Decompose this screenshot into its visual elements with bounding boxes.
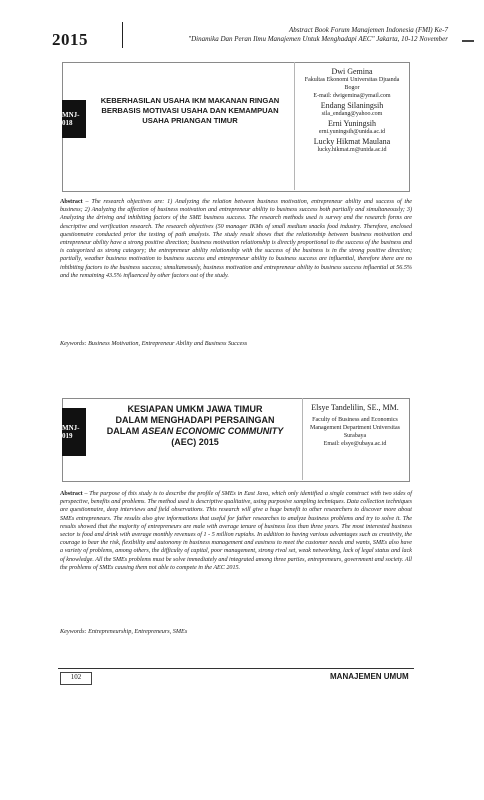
author-email: sila_endang@yahoo.com (321, 111, 383, 117)
abstract-text: – The purpose of this study is to describe the profile of SMEs in East Java, which only identified a single construct with two sides of perspective, benefits and problems. The method used is descriptive qualitative, using purposive sampling techniques. Data collection techniques are questionnaire, deep interviews and field observations. This research will give a huge benefit to other researchers to discover more about SMEs entrepreneurs. The results also give informations that useful for father researches to analyze business problems and try to solve it. The results showed that the majority of entrepreneurs are male with average tenure of business less than three years. The most interested business sector is food and drink with average monthly revenues of 1 - 5 million rupiahs. In addition to having various advantages such as creativity, the courage to bear the risk, flexibility and autonomy in business management and easiness to meet the customer needs and wants, SMEs also have a variety of problems, among others, the difficulty of capital, poor management, strong rival set, weak networking, lack of legal status and lack of knowledge. All the SMEs problems must be solve immediately and integrated among three parties, entrepreneurs, government and society. All the problems of SMEs causing them not able to compete in the AEC 2015. (60, 491, 412, 571)
author-affiliation: Faculty of Business and Economics Management Department Universitas Surabaya (310, 417, 400, 439)
author-email: erni.yuningsih@unida.ac.id (318, 129, 386, 135)
footer-rule (58, 668, 414, 669)
title-line: KESIAPAN UMKM JAWA TIMUR (127, 404, 263, 414)
entry-2-code: MNJ-019 (62, 408, 86, 456)
header-line-1: Abstract Book Forum Manajemen Indonesia (FMI) Ke-7 (288, 26, 448, 34)
author-affiliation: Fakultas Ekonomi Universitas Djuanda Bogor (304, 77, 400, 91)
entry-2-divider (302, 398, 303, 480)
title-line: (AEC) 2015 (171, 437, 219, 447)
author-email: E-mail: dwigemina@ymail.com (313, 93, 391, 99)
entry-1-title: KEBERHASILAN USAHA IKM MAKANAN RINGAN BERBASIS MOTIVASI USAHA DAN KEMAMPUAN USAHA PRIANGAN TIMUR (100, 96, 280, 125)
author-name: Endang Silaningsih (320, 101, 384, 110)
entry-1-abstract (60, 198, 412, 280)
title-part: DALAM (106, 426, 142, 436)
entry-1-authors (300, 66, 404, 154)
header-year: 2015 (52, 30, 88, 49)
entry-1-code: MNJ-018 (62, 100, 86, 138)
author-name: Lucky Hikmat Maulana (313, 137, 391, 146)
entry-2-authors (306, 402, 404, 448)
page-number: 102 (60, 672, 92, 685)
corner-mark (462, 40, 474, 42)
abstract-label: Abstract (60, 491, 83, 497)
abstract-text: – The research objectives are: 1) Analyzing the relation between business motivation, entrepreneur ability and success of the business; 2) Analyzing the affection of business motivation and entrepreneur ability to business success both partially and simultaneously; 3) Analyzing the driving and inhibiting factors of the SME business success. The research methods used is survey and the research forms are descriptive and verification research. The research objectives (50 manager IKMs of small medium snacks food industry. Therefore, enclosed questionnaire conducted prior the testing of path analysis. The study result shows that the relationship between business motivation and entrepreneur ability have a strong positive direction; business motivation relationship is directly proportional to the success of the business and is categorized as strong category; the entrepreneur ability relationship with the success of the business is in the strong positive direction; partially, weather business motivation to business success and entrepreneur ability to business success are influential, therefore there are no inhibiting factors to the business success; simultaneously, business motivation and entrepreneur ability to business success influential at 56.5% and the remaining 43.5% influenced by other factors out of the study. (60, 199, 412, 279)
footer-section: MANAJEMEN UMUM (330, 672, 409, 681)
header-line-2: "Dinamika Dan Peran Ilmu Manajemen Untuk Menghadapi AEC" Jakarta, 10-12 November (188, 35, 448, 43)
entry-2-abstract (60, 490, 412, 572)
author-email: Email: elsye@ubaya.ac.id (323, 441, 387, 447)
entry-1-divider (294, 62, 295, 190)
author-name: Elsye Tandelilin, SE., MM. (311, 403, 399, 412)
header-text (128, 26, 448, 44)
entry-2-title (92, 404, 298, 448)
title-part-italic: ASEAN ECONOMIC COMMUNITY (141, 426, 284, 436)
abstract-label: Abstract (60, 199, 83, 205)
author-name: Erni Yuningsih (328, 119, 376, 128)
author-name: Dwi Gemina (331, 67, 373, 76)
entry-2-keywords: Keywords: Entrepreneurship, Entrepreneurs, SMEs (60, 628, 188, 635)
title-line: DALAM MENGHADAPI PERSAINGAN (115, 415, 275, 425)
title-line (92, 426, 298, 437)
author-email: lucky.hikmat.m@unida.ac.id (317, 147, 387, 153)
header-divider (122, 22, 123, 48)
entry-1-keywords: Keywords: Business Motivation, Entrepreneur Ability and Business Success (60, 340, 248, 347)
